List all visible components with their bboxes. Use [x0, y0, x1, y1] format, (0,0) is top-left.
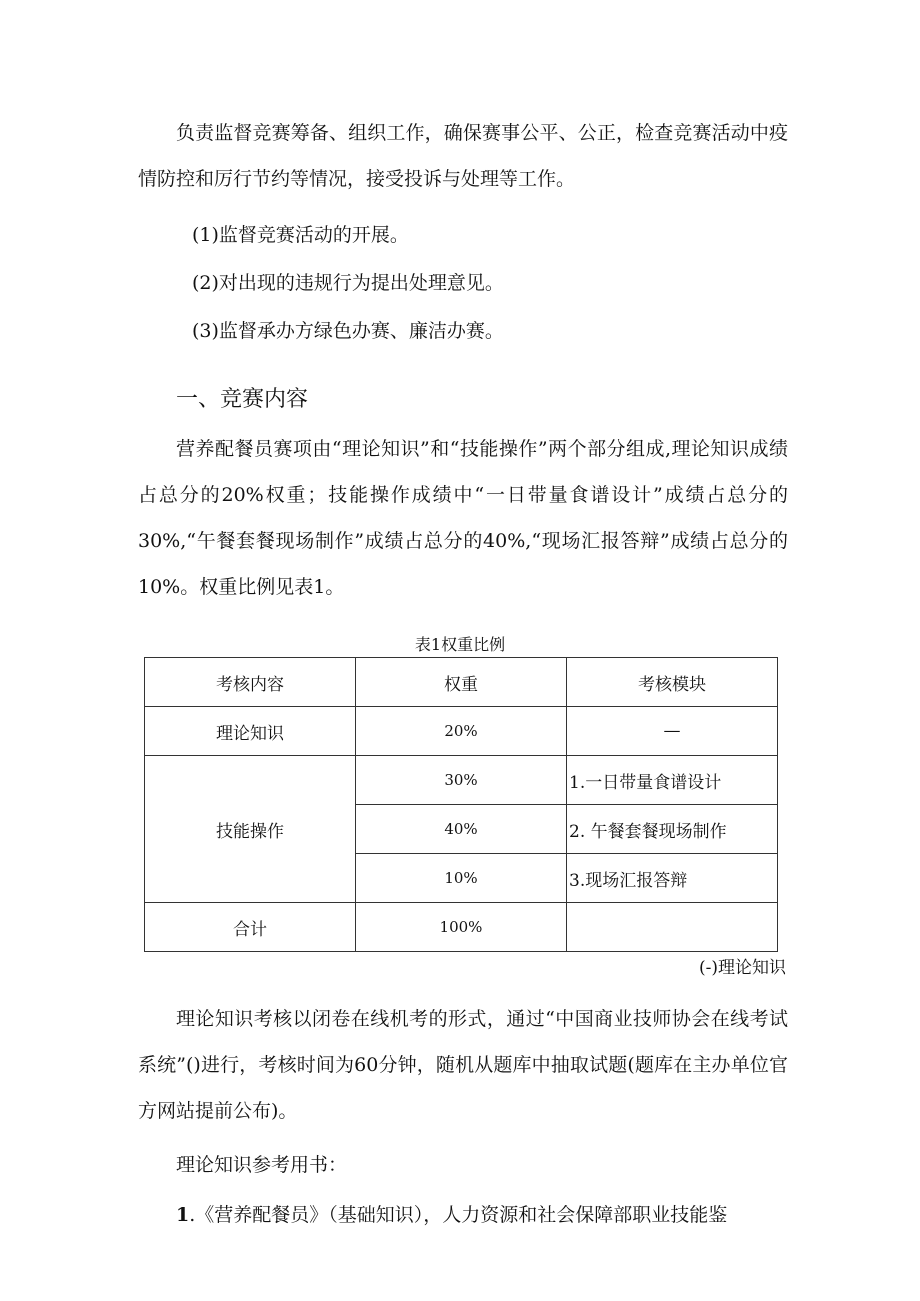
- cell-weight: 40%: [356, 805, 567, 854]
- duty-item-3: (3)监督承办方绿色办赛、廉洁办赛。: [192, 320, 504, 342]
- cell-module: 1.一日带量食谱设计: [567, 756, 778, 805]
- reference-text: .《营养配餐员》（基础知识），人力资源和社会保障部职业技能鉴: [189, 1204, 728, 1226]
- cell-module: [567, 903, 778, 952]
- reference-number: 1: [176, 1204, 190, 1226]
- cell-module: 3.现场汇报答辩: [567, 854, 778, 903]
- cell-content: 合计: [145, 903, 356, 952]
- cell-weight: 10%: [356, 854, 567, 903]
- weight-table: [144, 657, 778, 952]
- duty-item-1: (1)监督竞赛活动的开展。: [192, 224, 409, 246]
- supervision-duty-paragraph: 负责监督竞赛筹备、组织工作，确保赛事公平、公正，检查竞赛活动中疫情防控和厉行节约等情况，接受投诉与处理等工作。: [138, 122, 788, 190]
- cell-weight: 30%: [356, 756, 567, 805]
- cell-weight: 20%: [356, 707, 567, 756]
- theory-knowledge-paragraph: 理论知识考核以闭卷在线机考的形式，通过“中国商业技师协会在线考试系统”()进行，考核时间为60分钟，随机从题库中抽取试题(题库在主办单位官方网站提前公布)。: [138, 1008, 788, 1122]
- duty-item-2: (2)对出现的违规行为提出处理意见。: [192, 272, 504, 294]
- subheading-theory-knowledge: (-)理论知识: [698, 958, 786, 978]
- table-header-row: [145, 658, 778, 707]
- table-caption: 表1权重比例: [414, 635, 506, 654]
- cell-weight: 100%: [356, 903, 567, 952]
- header-weight: 权重: [356, 658, 567, 707]
- header-content: 考核内容: [145, 658, 356, 707]
- cell-module: —: [567, 707, 778, 756]
- reference-books-label: 理论知识参考用书：: [176, 1154, 348, 1176]
- cell-content: 理论知识: [145, 707, 356, 756]
- section-heading-competition-content: 一、竞赛内容: [176, 387, 309, 412]
- cell-content: 技能操作: [145, 756, 356, 903]
- competition-content-paragraph: 营养配餐员赛项由“理论知识”和“技能操作”两个部分组成,理论知识成绩占总分的20%权重；技能操作成绩中“一日带量食谱设计”成绩占总分的30%,“午餐套餐现场制作”成绩占总分的40%,“现场汇报答辩”成绩占总分的10%。权重比例见表1。: [138, 438, 788, 598]
- reference-book-1: [176, 1200, 727, 1230]
- cell-module: 2. 午餐套餐现场制作: [567, 805, 778, 854]
- table-row: [145, 756, 778, 805]
- header-module: 考核模块: [567, 658, 778, 707]
- table-total-row: [145, 903, 778, 952]
- table-row: [145, 707, 778, 756]
